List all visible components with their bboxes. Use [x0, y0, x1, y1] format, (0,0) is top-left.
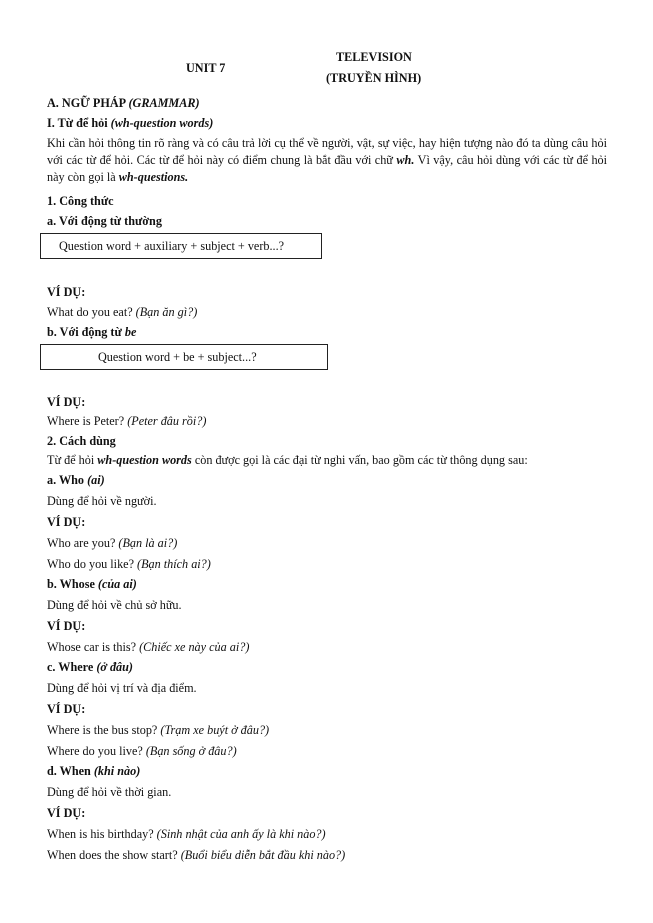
example-vi: (Bạn sống ở đâu?) — [145, 744, 237, 758]
formula-a-text: Question word + auxiliary + subject + verb...? — [59, 239, 285, 253]
part-1-intro — [47, 135, 607, 186]
formula-b-be: be — [124, 325, 137, 339]
usage-intro-term: wh-question words — [97, 453, 192, 467]
example-en: When is his birthday? — [47, 827, 154, 841]
whose-example-1 — [47, 639, 249, 655]
example-en: When does the show start? — [47, 848, 178, 862]
example-en: Where is the bus stop? — [47, 723, 158, 737]
part-1-intro-text-1: Khi cần hỏi thông tin rõ ràng và có câu trả lời cụ thể về người, vật, sự việc, hay hiện tượng nào đó ta dùng câu hỏi với các từ để hỏi. Các từ để hỏi này có điểm chung là bắt đầu với chữ — [47, 136, 607, 167]
lesson-title: TELEVISION — [336, 50, 412, 64]
usage-intro-text-2: còn được gọi là các đại từ nghi vấn, bao gồm các từ thông dụng sau: — [194, 453, 528, 467]
who-label: a. Who — [47, 473, 85, 487]
example-label: VÍ DỤ: — [47, 515, 86, 529]
who-desc: Dùng để hỏi về người. — [47, 494, 157, 508]
when-label-vi: (khi nào) — [93, 764, 141, 778]
where-example-1 — [47, 722, 269, 738]
example-en: Who are you? — [47, 536, 116, 550]
who-label-vi: (ai) — [87, 473, 105, 487]
whose-label-vi: (của ai) — [97, 577, 137, 591]
example-vi: (Buổi biểu diễn bắt đầu khi nào?) — [180, 848, 346, 862]
who-example-2 — [47, 556, 211, 572]
formula-heading: 1. Công thức — [47, 194, 114, 208]
whose-desc: Dùng để hỏi về chủ sở hữu. — [47, 598, 182, 612]
formula-a-box — [40, 233, 322, 259]
formula-b-text: Question word + be + subject...? — [98, 350, 257, 364]
example-vi: (Trạm xe buýt ở đâu?) — [160, 723, 270, 737]
formula-b-box — [40, 344, 328, 370]
section-a-label: A. NGỮ PHÁP — [47, 96, 126, 110]
part-1-intro-text-2: Vì vậy, câu hỏi dùng với các từ để hỏi này còn gọi là — [47, 153, 608, 184]
part-1-intro-whq: wh-questions. — [118, 170, 189, 184]
when-example-2 — [47, 847, 345, 863]
formula-b-label: b. Với động từ — [47, 325, 122, 339]
where-label: c. Where — [47, 660, 94, 674]
where-example-2 — [47, 743, 237, 759]
usage-heading: 2. Cách dùng — [47, 434, 116, 448]
where-desc: Dùng để hỏi vị trí và địa điểm. — [47, 681, 197, 695]
example-en: Where is Peter? — [47, 414, 125, 428]
who-example-1 — [47, 535, 177, 551]
lesson-subtitle: (TRUYỀN HÌNH) — [326, 71, 422, 85]
when-label: d. When — [47, 764, 91, 778]
example-vi: (Bạn thích ai?) — [137, 557, 211, 571]
where-heading — [47, 659, 133, 675]
example-label: VÍ DỤ: — [47, 285, 86, 299]
example-vi: (Bạn ăn gì?) — [135, 305, 198, 319]
when-desc: Dùng để hỏi về thời gian. — [47, 785, 172, 799]
formula-b-heading — [47, 324, 136, 340]
usage-intro — [47, 452, 528, 468]
example-vi: (Peter đâu rồi?) — [127, 414, 207, 428]
formula-a-example — [47, 304, 197, 320]
example-label: VÍ DỤ: — [47, 806, 86, 820]
unit-label: UNIT 7 — [186, 61, 226, 75]
where-label-vi: (ở đâu) — [96, 660, 133, 674]
example-en: Who do you like? — [47, 557, 134, 571]
when-heading — [47, 763, 140, 779]
usage-intro-text-1: Từ để hỏi — [47, 453, 95, 467]
example-en: Whose car is this? — [47, 640, 137, 654]
example-label: VÍ DỤ: — [47, 395, 86, 409]
example-label: VÍ DỤ: — [47, 619, 86, 633]
example-en: Where do you live? — [47, 744, 143, 758]
example-vi: (Bạn là ai?) — [118, 536, 178, 550]
example-en: What do you eat? — [47, 305, 133, 319]
example-vi: (Chiếc xe này của ai?) — [139, 640, 250, 654]
section-a-label-en: (GRAMMAR) — [128, 96, 200, 110]
example-vi: (Sinh nhật của anh ấy là khi nào?) — [156, 827, 326, 841]
when-example-1 — [47, 826, 326, 842]
whose-heading — [47, 576, 137, 592]
who-heading — [47, 472, 105, 488]
part-1-label-en: (wh-question words) — [110, 116, 214, 130]
formula-a-heading: a. Với động từ thường — [47, 214, 162, 228]
section-a-heading — [47, 95, 200, 111]
formula-b-example — [47, 413, 206, 429]
part-1-heading — [47, 115, 213, 131]
part-1-label: I. Từ để hỏi — [47, 116, 108, 130]
whose-label: b. Whose — [47, 577, 95, 591]
part-1-intro-wh: wh. — [396, 153, 415, 167]
example-label: VÍ DỤ: — [47, 702, 86, 716]
